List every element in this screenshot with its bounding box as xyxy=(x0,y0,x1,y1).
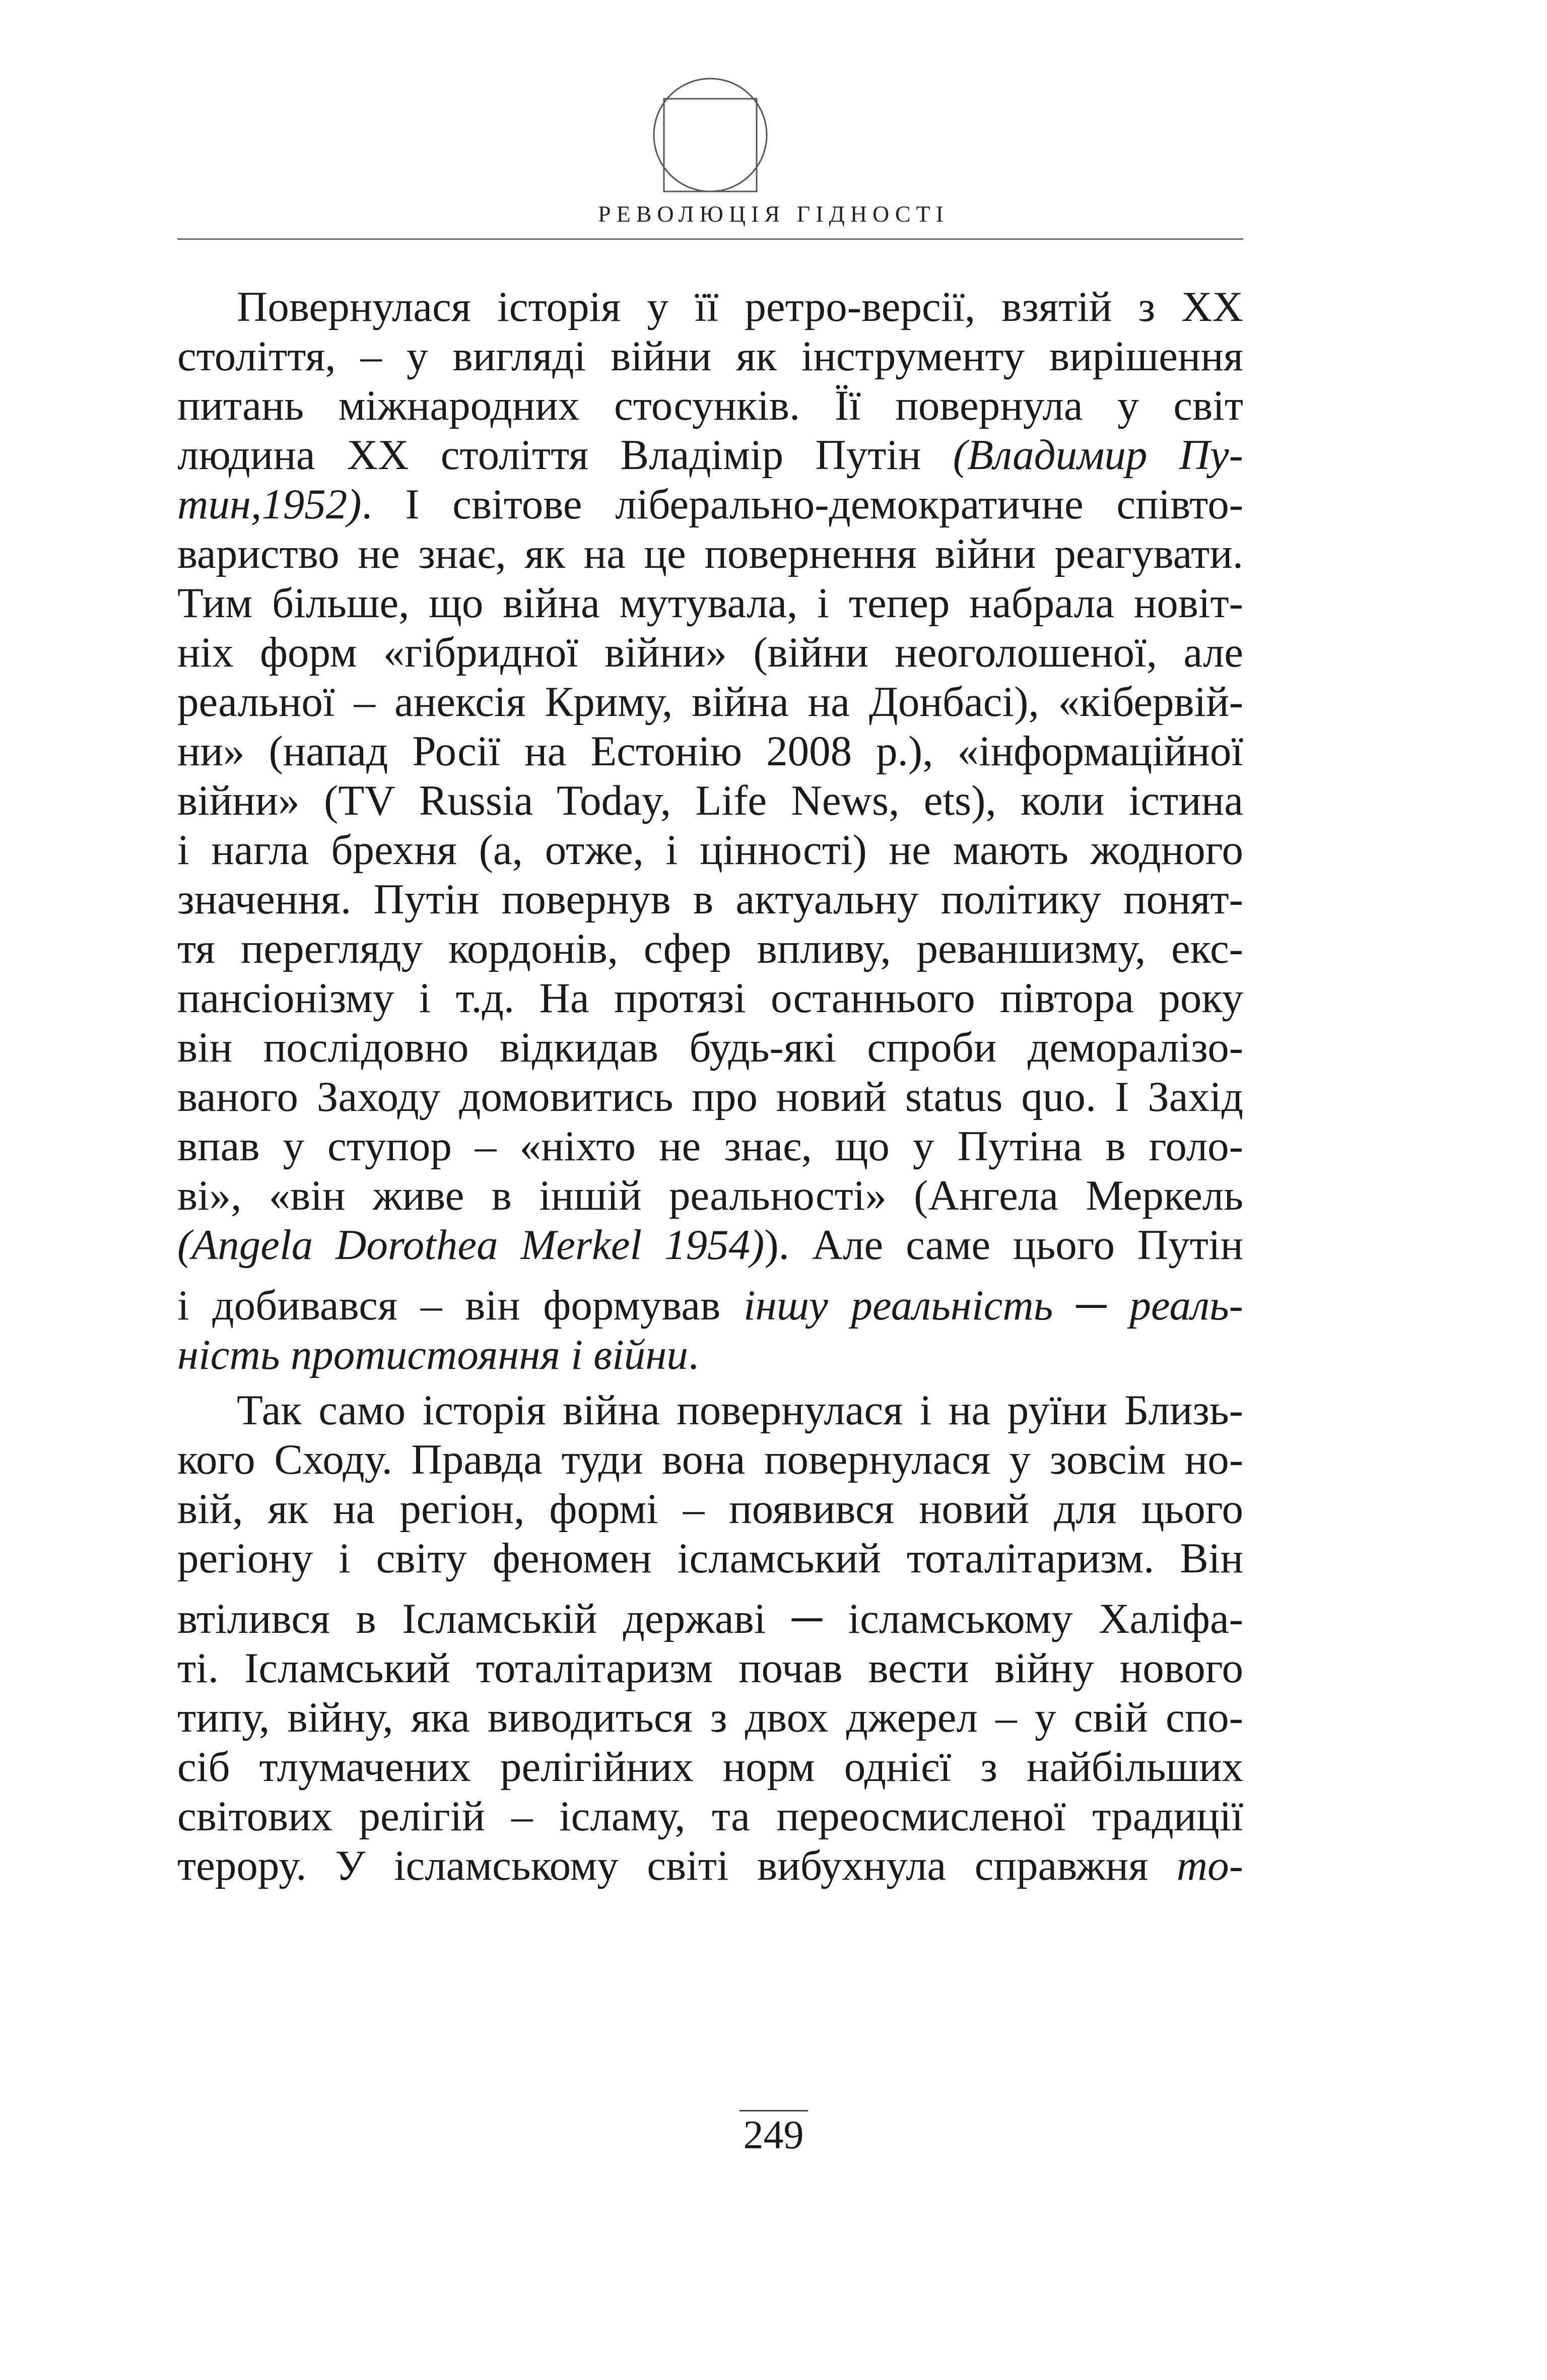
header-divider xyxy=(177,238,1243,240)
text-run: людина ХХ століття Владімір Путін xyxy=(177,431,953,479)
text-line xyxy=(177,332,1243,381)
text-line xyxy=(177,1220,1243,1270)
text-run: світових релігій – ісламу, та переосмисленої традиції xyxy=(177,1793,1243,1840)
text-run: ніх форм «гібридної війни» (війни неоголошеної, але xyxy=(177,629,1243,676)
text-run: втілився в Ісламській державі ─ ісламському Халіфа- xyxy=(177,1595,1243,1642)
text-line xyxy=(177,578,1243,628)
text-line xyxy=(177,677,1243,726)
italic-run: тин,1952) xyxy=(177,481,362,528)
text-run: Повернулася історія у її ретро-версії, взятій з ХХ xyxy=(237,283,1243,330)
text-line xyxy=(177,924,1243,973)
text-run: Тим більше, що війна мутувала, і тепер набрала новіт- xyxy=(177,579,1243,627)
text-line xyxy=(177,1072,1243,1121)
text-line xyxy=(177,776,1243,825)
text-line xyxy=(177,1792,1243,1841)
text-run: століття, – у вигляді війни як інструменту вирішення xyxy=(177,333,1243,380)
circle-square-emblem-icon xyxy=(650,75,771,195)
text-run: питань міжнародних стосунків. Її повернула у світ xyxy=(177,382,1243,429)
text-run: ваного Заходу домовитись про новий status quo. І Захід xyxy=(177,1073,1243,1120)
text-line xyxy=(177,430,1243,480)
text-line xyxy=(177,1385,1243,1435)
text-line xyxy=(177,529,1243,578)
text-run: терору. У ісламському світі вибухнула справжня xyxy=(177,1842,1177,1889)
text-line xyxy=(177,480,1243,529)
text-run: . xyxy=(688,1331,699,1378)
page-number: 249 xyxy=(739,2110,808,2158)
italic-run: реаль- xyxy=(1129,1282,1243,1329)
italic-run: (Angela Dorothea Merkel 1954) xyxy=(177,1221,765,1269)
text-run: війни» (TV Russia Today, Life News, ets), коли істина xyxy=(177,777,1243,824)
text-run: ни» (напад Росії на Естонію 2008 р.), «інформаційної xyxy=(177,728,1243,775)
text-run: вій, як на регіон, формі – появився новий для цього xyxy=(177,1485,1243,1533)
text-line xyxy=(177,973,1243,1023)
text-run: ті. Ісламський тоталітаризм почав вести війну нового xyxy=(177,1644,1243,1692)
italic-run: іншу реальність xyxy=(744,1282,1053,1329)
text-run: кого Сходу. Правда туди вона повернулася у зовсім но- xyxy=(177,1436,1243,1483)
text-run: впав у ступор – «ніхто не знає, що у Путіна в голо- xyxy=(177,1122,1243,1170)
text-line xyxy=(177,1171,1243,1220)
text-run: вариство не знає, як на це повернення війни реагувати. xyxy=(177,530,1243,577)
text-line xyxy=(177,726,1243,776)
text-run: ─ xyxy=(1053,1282,1130,1329)
italic-run: (Владимир Пу- xyxy=(953,431,1243,479)
text-line xyxy=(177,1121,1243,1171)
running-head: РЕВОЛЮЦІЯ ГІДНОСТІ xyxy=(598,201,949,227)
text-line xyxy=(177,628,1243,677)
text-line xyxy=(177,1841,1243,1890)
text-run: ). Але саме цього Путін xyxy=(764,1221,1243,1269)
text-run: тя перегляду кордонів, сфер впливу, реваншизму, екс- xyxy=(177,925,1243,972)
text-line xyxy=(177,1023,1243,1072)
text-run: реальної – анексія Криму, війна на Донбасі), «кібервій- xyxy=(177,678,1243,725)
text-line xyxy=(177,381,1243,430)
text-run: . І світове ліберально-демократичне співто- xyxy=(361,481,1243,528)
text-line xyxy=(177,1643,1243,1693)
text-line xyxy=(177,1281,1243,1330)
text-run: пансіонізму і т.д. На протязі останнього півтора року xyxy=(177,974,1243,1022)
text-line xyxy=(177,1693,1243,1742)
italic-run: то- xyxy=(1176,1842,1243,1889)
text-line xyxy=(177,875,1243,924)
text-run: і добивався – він формував xyxy=(177,1282,744,1329)
text-line xyxy=(177,825,1243,875)
text-run: він послідовно відкидав будь-які спроби деморалізо- xyxy=(177,1024,1243,1071)
text-run: регіону і світу феномен ісламський тоталітаризм. Він xyxy=(177,1535,1243,1582)
text-run: Так само історія війна повернулася і на руїни Близь- xyxy=(237,1386,1243,1434)
text-run: ві», «він живе в іншій реальності» (Ангела Меркель xyxy=(177,1172,1243,1219)
text-line xyxy=(177,1742,1243,1792)
text-run: значення. Путін повернув в актуальну політику понят- xyxy=(177,876,1243,923)
text-line xyxy=(177,1594,1243,1643)
italic-run: ність протистояння і війни xyxy=(177,1331,688,1378)
text-line xyxy=(177,282,1243,332)
text-line xyxy=(177,1330,1243,1379)
text-line xyxy=(177,1534,1243,1583)
text-run: сіб тлумачених релігійних норм однієї з найбільших xyxy=(177,1743,1243,1791)
text-run: і нагла брехня (а, отже, і цінності) не мають жодного xyxy=(177,826,1243,874)
text-line xyxy=(177,1435,1243,1484)
text-line xyxy=(177,1484,1243,1534)
page-number-footer xyxy=(0,2110,1547,2158)
body-text xyxy=(177,282,1243,1890)
text-run: типу, війну, яка виводиться з двох джерел – у свій спо- xyxy=(177,1694,1243,1741)
